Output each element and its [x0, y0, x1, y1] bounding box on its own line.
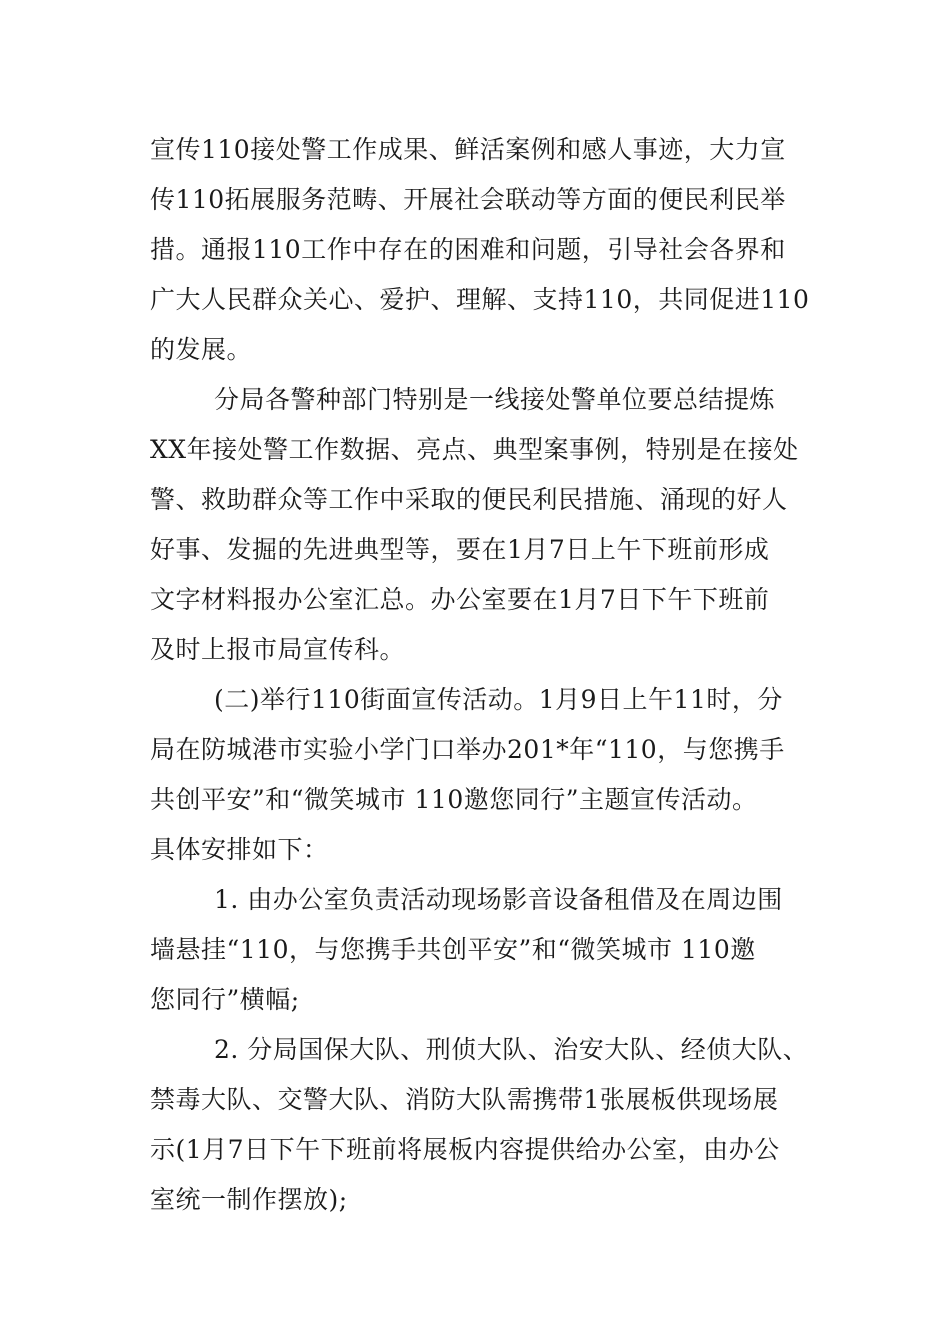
list-item-1: 1. 由办公室负责活动现场影音设备租借及在周边围: [214, 885, 783, 914]
text-line: 措。通报110工作中存在的困难和问题，引导社会各界和: [150, 235, 786, 264]
text-line: XX年接处警工作数据、亮点、典型案事例，特别是在接处: [150, 435, 799, 464]
section-heading: (二)举行110街面宣传活动。1月9日上午11时，分: [214, 685, 783, 714]
text-line: 传110拓展服务范畴、开展社会联动等方面的便民利民举: [150, 185, 786, 214]
text-line: 宣传110接处警工作成果、鲜活案例和感人事迹，大力宣: [150, 135, 786, 164]
paragraph-start: 分局各警种部门特别是一线接处警单位要总结提炼: [214, 385, 776, 414]
list-item-2: 2. 分局国保大队、刑侦大队、治安大队、经侦大队、: [214, 1035, 809, 1064]
text-line: 好事、发掘的先进典型等，要在1月7日上午下班前形成: [150, 535, 770, 564]
text-line: 及时上报市局宣传科。: [150, 635, 406, 664]
text-line: 示(1月7日下午下班前将展板内容提供给办公室，由办公: [150, 1135, 780, 1164]
text-line: 警、救助群众等工作中采取的便民利民措施、涌现的好人: [150, 485, 788, 514]
text-line: 室统一制作摆放);: [150, 1185, 348, 1214]
text-line: 禁毒大队、交警大队、消防大队需携带1张展板供现场展: [150, 1085, 779, 1114]
text-line: 文字材料报办公室汇总。办公室要在1月7日下午下班前: [150, 585, 770, 614]
text-line: 的发展。: [150, 335, 253, 364]
text-line: 共创平安”和“微笑城市 110邀您同行”主题宣传活动。: [150, 785, 758, 814]
text-line: 局在防城港市实验小学门口举办201*年“110，与您携手: [150, 735, 785, 764]
text-line: 具体安排如下：: [150, 835, 329, 864]
text-line: 您同行”横幅;: [150, 985, 300, 1014]
text-line: 墙悬挂“110，与您携手共创平安”和“微笑城市 110邀: [150, 935, 756, 964]
text-line: 广大人民群众关心、爱护、理解、支持110，共同促进110: [150, 285, 810, 314]
